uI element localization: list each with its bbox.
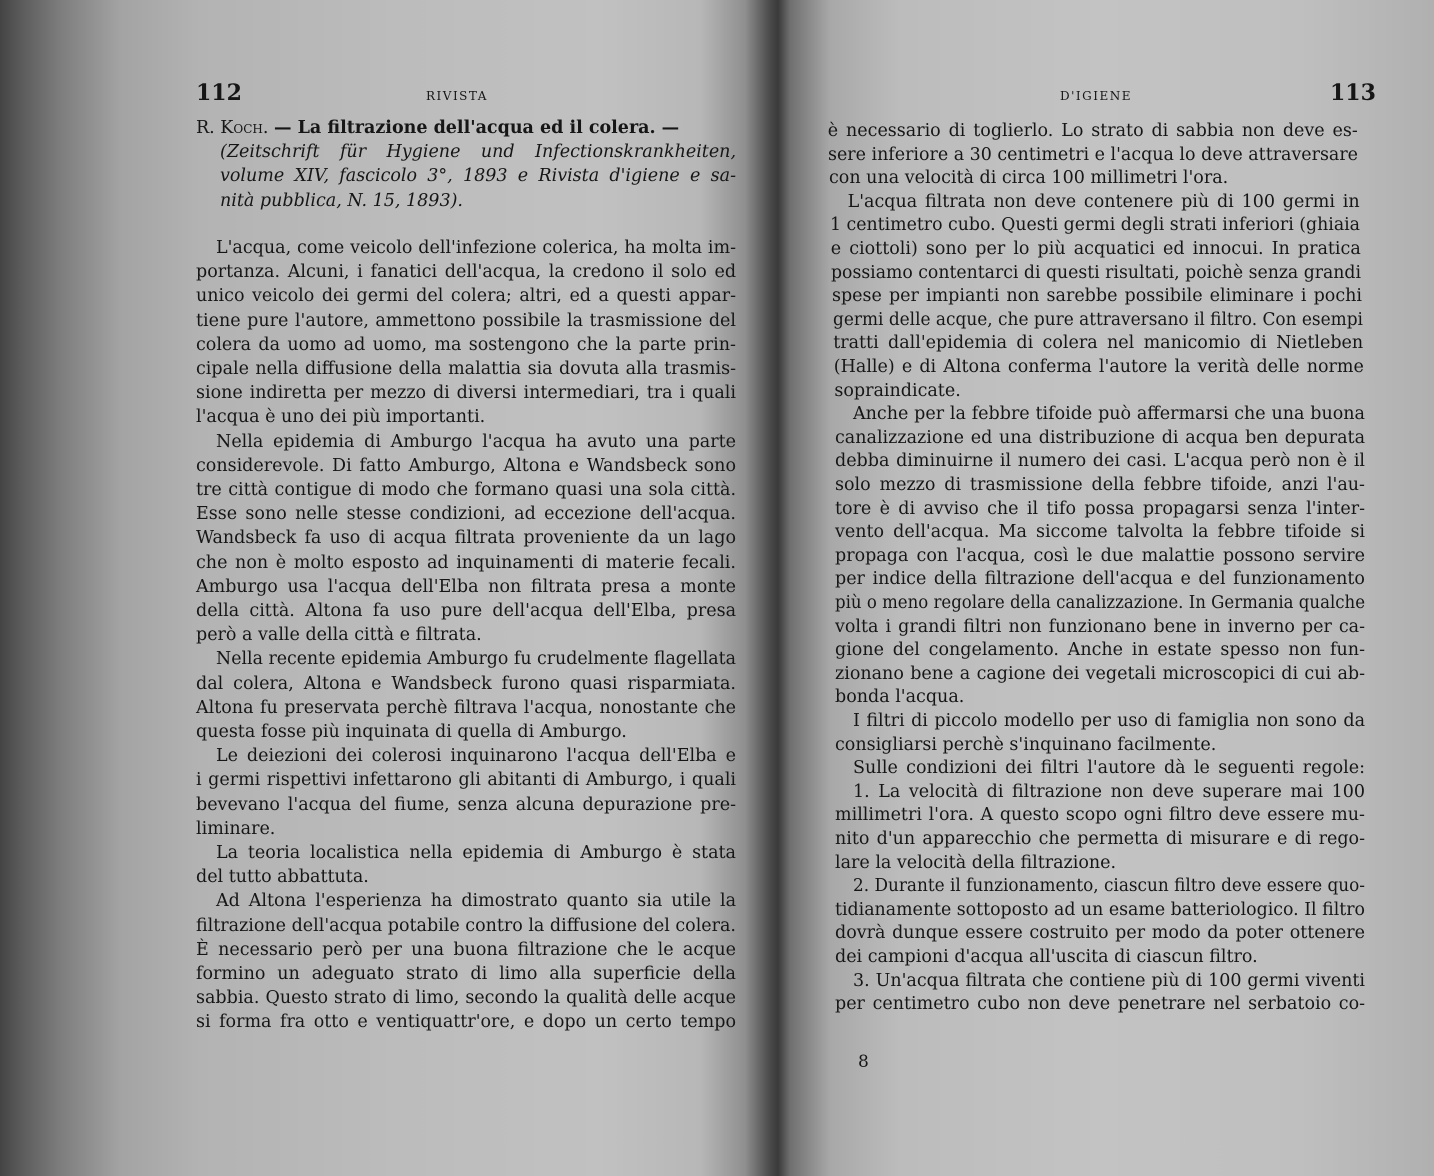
page-number-right: 113 (1330, 80, 1376, 106)
body-line: e ciottoli) sono per lo più acquatici ed innocui. In pratica (830, 239, 1361, 259)
body-line: liminare. (196, 818, 276, 839)
body-line: del tutto abbattuta. (196, 867, 369, 888)
body-line: gione del congelamento. Anche in estate spesso non fun- (835, 640, 1365, 661)
body-line: tre città contigue di modo che formano quasi una sola città. (196, 480, 737, 500)
reference-title: — La filtrazione dell'acqua ed il colera. — (274, 118, 680, 138)
body-line: filtrazione dell'acqua potabile contro la diffusione del colera. (196, 915, 736, 936)
body-line: Le deiezioni dei colerosi inquinarono l'acqua dell'Elba e (216, 746, 736, 767)
reference-line: volume XIV, fascicolo 3°, 1893 e Rivista d'igiene e sa- (220, 166, 736, 187)
body-line: Anche per la febbre tifoide può affermarsi che una buona (853, 404, 1365, 425)
signature-mark: 8 (858, 1052, 869, 1072)
body-line: Ad Altona l'esperienza ha dimostrato quanto sia utile la (216, 891, 737, 912)
body-line: volta i grandi filtri non funzionano bene in inverno per ca- (835, 616, 1366, 637)
body-line: Sulle condizioni dei filtri l'autore dà le seguenti regole: (853, 758, 1365, 779)
body-line: cipale nella diffusione della malattia sia dovuta alla trasmis- (196, 359, 736, 379)
body-line: (Halle) e di Altona conferma l'autore la verità delle norme (833, 357, 1364, 377)
body-line: dal colera, Altona e Wandsbeck furono quasi risparmiata. (196, 673, 736, 694)
body-line: Wandsbeck fa uso di acqua filtrata proveniente da un lago (196, 528, 736, 549)
body-line: solo mezzo di trasmissione della febbre tifoide, anzi l'au- (835, 475, 1365, 495)
body-line: dovrà dunque essere costruito per modo da poter ottenere (835, 923, 1365, 944)
body-line: tore è di avviso che il tifo possa propagarsi senza l'inter- (835, 498, 1366, 519)
body-line: tidianamente sottoposto ad un esame batteriologico. Il filtro (835, 899, 1365, 920)
body-line: vento dell'acqua. Ma siccome talvolta la febbre tifoide si (835, 522, 1366, 543)
body-line: è necessario di toglierlo. Lo strato di sabbia non deve es- (827, 121, 1358, 141)
body-line: germi delle acque, che pure attraversano il filtro. Con esempi (832, 309, 1363, 330)
body-line: della città. Altona fa uso pure dell'acqua dell'Elba, presa (196, 601, 737, 621)
body-line: per indice della filtrazione dell'acqua e del funzionamento (835, 569, 1365, 590)
body-line: 1. La velocità di filtrazione non deve superare mai 100 (853, 781, 1365, 802)
body-line: La teoria localistica nella epidemia di Amburgo è stata (216, 843, 736, 863)
body-line: I filtri di piccolo modello per uso di famiglia non sono da (853, 711, 1366, 731)
body-line: possiamo contentarci di questi risultati, poichè senza grandi (831, 262, 1362, 283)
body-line: l'acqua è uno dei più importanti. (196, 407, 486, 428)
body-line: Nella epidemia di Amburgo l'acqua ha avuto una parte (216, 431, 736, 452)
body-line: 1 centimetro cubo. Questi germi degli strati inferiori (ghiaia (830, 215, 1361, 236)
body-line: consigliarsi perchè s'inquinano facilmente. (835, 734, 1217, 755)
reference-author: R. Koch. (196, 118, 269, 138)
body-line: lare la velocità della filtrazione. (835, 852, 1117, 873)
body-line: 3. Un'acqua filtrata che contiene più di 100 germi viventi (853, 970, 1366, 991)
body-line: canalizzazione ed una distribuzione di acqua ben depurata (835, 427, 1366, 448)
body-line: si forma fra otto e ventiquattr'ore, e dopo un certo tempo (196, 1012, 736, 1033)
reference-line: (Zeitschrift für Hygiene und Infectionskrankheiten, (220, 142, 737, 162)
body-line: che non è molto esposto ad inquinamenti di materie fecali. (196, 552, 736, 573)
reference-line: nità pubblica, N. 15, 1893). (220, 190, 463, 211)
body-line: considerevole. Di fatto Amburgo, Altona e Wandsbeck sono (196, 455, 736, 476)
body-line: Esse sono nelle stesse condizioni, ad eccezione dell'acqua. (196, 504, 736, 525)
body-line: sione indiretta per mezzo di diversi intermediari, tra i quali (196, 383, 736, 404)
body-line: dei campioni d'acqua all'uscita di ciascun filtro. (835, 947, 1258, 967)
body-line: i germi rispettivi infettarono gli abitanti di Amburgo, i quali (196, 770, 737, 791)
body-line: sere inferiore a 30 centimetri e l'acqua lo deve attraversare (828, 144, 1359, 165)
running-head-left: RIVISTA (426, 89, 488, 103)
body-line: spese per impianti non sarebbe possibile eliminare i pochi (832, 286, 1362, 307)
body-line: formino un adeguato strato di limo alla superficie della (196, 964, 736, 984)
body-line: L'acqua, come veicolo dell'infezione colerica, ha molta im- (216, 238, 736, 258)
body-line: Amburgo usa l'acqua dell'Elba non filtrata presa a monte (196, 576, 736, 597)
body-line: propaga con l'acqua, così le due malattie possono servire (835, 545, 1365, 566)
body-line: con una velocità di circa 100 millimetri l'ora. (829, 168, 1229, 189)
body-line: però a valle della città e filtrata. (196, 625, 482, 646)
body-line: questa fosse più inquinata di quella di Amburgo. (196, 722, 627, 742)
body-line: sopraindicate. (834, 380, 961, 401)
page-number-left: 112 (196, 80, 242, 106)
body-line: millimetri l'ora. A questo scopo ogni filtro deve essere mu- (835, 805, 1365, 826)
body-line: Nella recente epidemia Amburgo fu crudelmente flagellata (216, 649, 736, 670)
body-line: unico veicolo dei germi del colera; altri, ed a questi appar- (196, 286, 736, 307)
body-line: L'acqua filtrata non deve contenere più di 100 germi in (847, 191, 1360, 212)
body-line: portanza. Alcuni, i fanatici dell'acqua, la credono il solo ed (196, 262, 737, 283)
running-head-right: D'IGIENE (1060, 89, 1133, 103)
body-line: 2. Durante il funzionamento, ciascun filtro deve essere quo- (853, 876, 1365, 897)
body-line: sabbia. Questo strato di limo, secondo la qualità delle acque (196, 988, 737, 1009)
body-line: È necessario però per una buona filtrazione che le acque (196, 939, 736, 960)
body-line: bonda l'acqua. (835, 687, 965, 708)
body-line: più o meno regolare della canalizzazione. In Germania qualche (835, 593, 1366, 613)
body-line: Altona fu preservata perchè filtrava l'acqua, nonostante che (196, 697, 737, 718)
body-line: bevevano l'acqua del fiume, senza alcuna depurazione pre- (196, 794, 736, 815)
body-line: per centimetro cubo non deve penetrare nel serbatoio co- (835, 994, 1366, 1015)
body-line: colera da uomo ad uomo, ma sostengono che la parte prin- (196, 334, 736, 355)
body-line: debba diminuirne il numero dei casi. L'acqua però non è il (835, 451, 1366, 472)
reference-title-line (196, 116, 736, 140)
body-line: zionano bene a cagione dei vegetali microscopici di cui ab- (835, 663, 1365, 684)
right-page (782, 0, 1434, 1176)
body-line: tratti dall'epidemia di colera nel manicomio di Nietleben (833, 333, 1364, 354)
body-line: tiene pure l'autore, ammettono possibile la trasmissione del (196, 310, 736, 331)
body-line: nito d'un apparecchio che permetta di misurare e di rego- (835, 829, 1365, 849)
